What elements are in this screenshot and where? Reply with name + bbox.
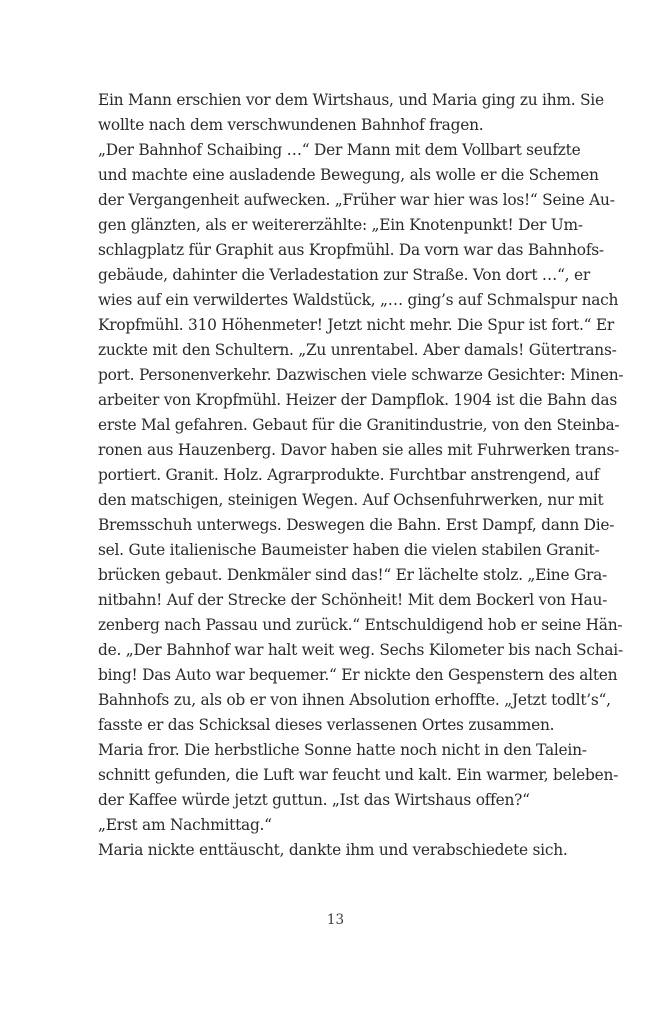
text-line: Maria nickte enttäuscht, dankte ihm und verabschiedete sich. xyxy=(98,841,568,859)
text-line: Kropfmühl. 310 Höhenmeter! Jetzt nicht mehr. Die Spur ist fort.“ Er xyxy=(98,316,614,334)
text-line: Ein Mann erschien vor dem Wirtshaus, und Maria ging zu ihm. Sie xyxy=(98,91,604,109)
text-line: „Der Bahnhof Schaibing …“ Der Mann mit dem Vollbart seufzte xyxy=(98,141,581,159)
text-line: „Erst am Nachmittag.“ xyxy=(98,816,272,834)
text-line: und machte eine ausladende Bewegung, als wolle er die Schemen xyxy=(98,166,599,184)
text-line: schnitt gefunden, die Luft war feucht und kalt. Ein warmer, beleben- xyxy=(98,766,619,784)
text-line: der Vergangenheit aufwecken. „Früher war hier was los!“ Seine Au- xyxy=(98,191,615,209)
text-line: brücken gebaut. Denkmäler sind das!“ Er lächelte stolz. „Eine Gra- xyxy=(98,566,607,584)
text-line: ronen aus Hauzenberg. Davor haben sie alles mit Fuhrwerken trans- xyxy=(98,441,620,459)
text-line: schlagplatz für Graphit aus Kropfmühl. Da vorn war das Bahnhofs- xyxy=(98,241,604,259)
text-line: sel. Gute italienische Baumeister haben die vielen stabilen Granit- xyxy=(98,541,600,559)
text-line: nitbahn! Auf der Strecke der Schönheit! Mit dem Bockerl von Hau- xyxy=(98,591,608,609)
text-line: den matschigen, steinigen Wegen. Auf Ochsenfuhrwerken, nur mit xyxy=(98,491,604,509)
text-line: gebäude, dahinter die Verladestation zur Straße. Von dort …“, er xyxy=(98,266,590,284)
text-line: erste Mal gefahren. Gebaut für die Granitindustrie, von den Steinba- xyxy=(98,416,620,434)
body-text xyxy=(98,88,624,863)
text-line: Bremsschuh unterwegs. Deswegen die Bahn. Erst Dampf, dann Die- xyxy=(98,516,615,534)
text-line: wies auf ein verwildertes Waldstück, „… ging’s auf Schmalspur nach xyxy=(98,291,619,309)
text-line: zenberg nach Passau und zurück.“ Entschuldigend hob er seine Hän- xyxy=(98,616,623,634)
text-line: Maria fror. Die herbstliche Sonne hatte noch nicht in den Talein- xyxy=(98,741,587,759)
text-line: port. Personenverkehr. Dazwischen viele schwarze Gesichter: Minen- xyxy=(98,366,624,384)
text-line: bing! Das Auto war bequemer.“ Er nickte den Gespenstern des alten xyxy=(98,666,618,684)
text-line: Bahnhofs zu, als ob er von ihnen Absolution erhoffte. „Jetzt todlt’s“, xyxy=(98,691,611,709)
page-number: 13 xyxy=(326,912,345,928)
text-line: portiert. Granit. Holz. Agrarprodukte. Furchtbar anstrengend, auf xyxy=(98,466,600,484)
text-line: fasste er das Schicksal dieses verlassenen Ortes zusammen. xyxy=(98,716,555,734)
text-line: der Kaffee würde jetzt guttun. „Ist das Wirtshaus offen?“ xyxy=(98,791,530,809)
text-line: gen glänzten, als er weitererzählte: „Ein Knotenpunkt! Der Um- xyxy=(98,216,583,234)
text-line: wollte nach dem verschwundenen Bahnhof fragen. xyxy=(98,116,484,134)
text-line: arbeiter von Kropfmühl. Heizer der Dampflok. 1904 ist die Bahn das xyxy=(98,391,617,409)
text-line: zuckte mit den Schultern. „Zu unrentabel. Aber damals! Gütertrans- xyxy=(98,341,617,359)
text-line: de. „Der Bahnhof war halt weit weg. Sechs Kilometer bis nach Schai- xyxy=(98,641,623,659)
